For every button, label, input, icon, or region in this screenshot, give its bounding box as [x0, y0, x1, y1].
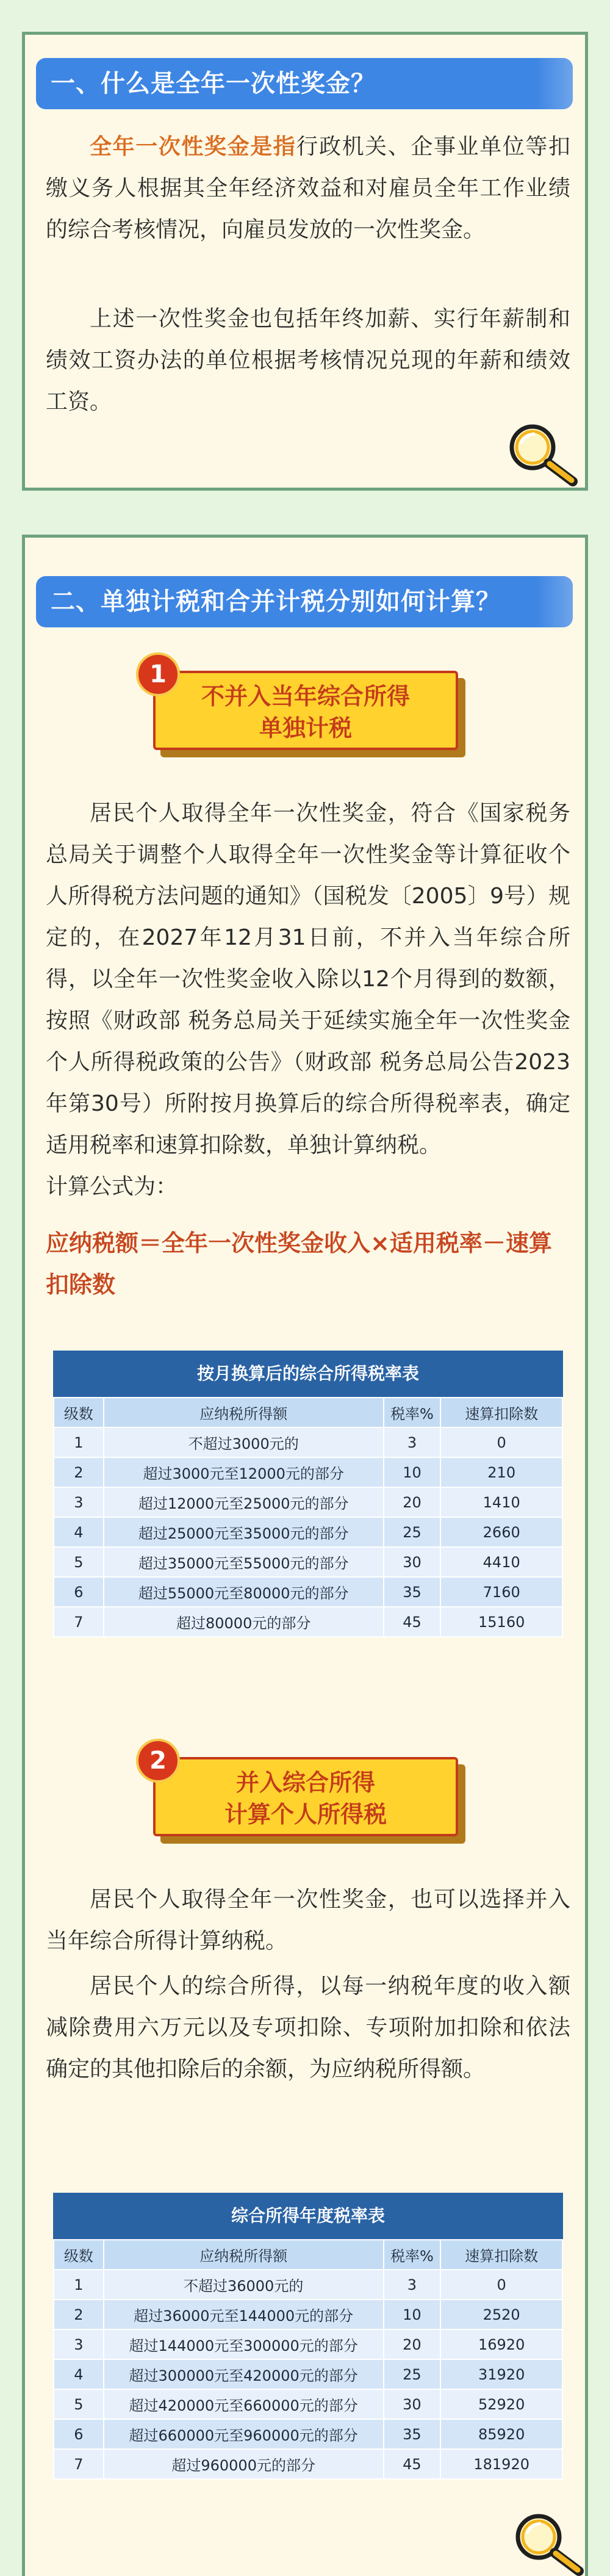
table-cell: 16920 [440, 2329, 562, 2359]
table-cell: 35 [384, 1577, 441, 1607]
col-taxable-income: 应纳税所得额 [104, 2240, 384, 2270]
table-cell: 超过36000元至144000元的部分 [104, 2300, 384, 2329]
section-1-title: 一、什么是全年一次性奖金？ [51, 70, 376, 98]
col-rate: 税率% [384, 1398, 441, 1427]
section-card-1 [22, 32, 588, 491]
table-cell: 25 [384, 1517, 441, 1547]
tax-formula: 应纳税额＝全年一次性奖金收入×适用税率－速算扣除数 [46, 1230, 552, 1298]
table-cell: 20 [384, 1487, 441, 1517]
table-cell: 181920 [440, 2449, 562, 2479]
monthly-tax-rate-table [53, 1351, 563, 1637]
table-cell: 3 [384, 1427, 441, 1457]
table-cell: 25 [384, 2359, 441, 2389]
table-cell: 85920 [440, 2419, 562, 2449]
method-2-banner [149, 1747, 470, 1847]
method-1-number-badge: 1 [136, 652, 180, 696]
table-cell: 2520 [440, 2300, 562, 2329]
definition-text: 行政机关、企事业单位等扣缴义务人根据其全年经济效益和对雇员全年工作业绩的综合考核情况，向雇员发放的一次性奖金。 [46, 134, 570, 242]
table-header-row [54, 2240, 562, 2270]
table-cell: 3 [54, 1487, 104, 1517]
method-1-line-2: 单独计税 [259, 715, 352, 741]
table-row [54, 2300, 562, 2329]
section-2-paragraph-2: 居民个人取得全年一次性奖金，也可以选择并入当年综合所得计算纳税。 [46, 1887, 570, 1954]
formula-intro: 计算公式为： [46, 1174, 178, 1199]
annual-tax-rate-table [53, 2193, 563, 2480]
table-row [54, 1517, 562, 1547]
table-row [54, 1427, 562, 1457]
col-taxable-income: 应纳税所得额 [104, 1398, 384, 1427]
table-cell: 超过80000元的部分 [104, 1607, 384, 1637]
table-cell: 超过35000元至55000元的部分 [104, 1547, 384, 1577]
table-cell: 0 [440, 2270, 562, 2300]
table-cell: 3 [54, 2329, 104, 2359]
table-cell: 4 [54, 1517, 104, 1547]
table-cell: 7 [54, 2449, 104, 2479]
table-cell: 超过25000元至35000元的部分 [104, 1517, 384, 1547]
table-cell: 7 [54, 1607, 104, 1637]
method-1-line-1: 不并入当年综合所得 [201, 683, 410, 710]
table-cell: 1 [54, 1427, 104, 1457]
method-1-banner [149, 660, 470, 761]
section-1-paragraph-2: 上述一次性奖金也包括年终加薪、实行年薪制和绩效工资办法的单位根据考核情况兑现的年薪和绩效工资。 [46, 306, 570, 414]
table-cell: 30 [384, 1547, 441, 1577]
table-cell: 不超过36000元的 [104, 2270, 384, 2300]
col-rate: 税率% [384, 2240, 441, 2270]
table-header-row [54, 1398, 562, 1427]
section-2-paragraph-3: 居民个人的综合所得，以每一纳税年度的收入额减除费用六万元以及专项扣除、专项附加扣除和依法确定的其他扣除后的余额，为应纳税所得额。 [46, 1974, 570, 2082]
table-cell: 超过12000元至25000元的部分 [104, 1487, 384, 1517]
table-2-title: 综合所得年度税率表 [53, 2193, 563, 2239]
section-2-paragraph-1: 居民个人取得全年一次性奖金，符合《国家税务总局关于调整个人取得全年一次性奖金等计算征收个人所得税方法问题的通知》（国税发〔2005〕9号）规定的，在2027年12月31日前，不并入当年综合所得，以全年一次性奖金收入除以12个月得到的数额，按照《财政部 税务总局关于延续实施全年一次性奖金个人所得税政策的公告》（财政部 税务总局公告2023年第30号）所附按月换算后的综合所得税率表，确定适用税率和速算扣除数，单独计算纳税。 [46, 801, 570, 1158]
table-cell: 15160 [440, 1607, 562, 1637]
table-cell: 超过660000元至960000元的部分 [104, 2419, 384, 2449]
table-row [54, 1607, 562, 1637]
col-level: 级数 [54, 2240, 104, 2270]
table-cell: 35 [384, 2419, 441, 2449]
table-cell: 4410 [440, 1547, 562, 1577]
table-cell: 10 [384, 1457, 441, 1487]
table-cell: 5 [54, 2389, 104, 2419]
table-cell: 10 [384, 2300, 441, 2329]
header-corner-decoration [536, 58, 573, 109]
table-cell: 1 [54, 2270, 104, 2300]
table-cell: 4 [54, 2359, 104, 2389]
header-corner-decoration [536, 576, 573, 627]
table-row [54, 1547, 562, 1577]
table-row [54, 1457, 562, 1487]
method-2-pill [153, 1757, 458, 1836]
table-cell: 20 [384, 2329, 441, 2359]
col-quick-deduction: 速算扣除数 [440, 1398, 562, 1427]
table-row [54, 2389, 562, 2419]
method-2-line-2: 计算个人所得税 [224, 1801, 387, 1828]
table-cell: 210 [440, 1457, 562, 1487]
method-1-pill [153, 671, 458, 750]
table-row [54, 2359, 562, 2389]
table-row [54, 1487, 562, 1517]
table-row [54, 2419, 562, 2449]
table-cell: 0 [440, 1427, 562, 1457]
method-2-number-badge: 2 [136, 1739, 180, 1783]
table-cell: 2 [54, 2300, 104, 2329]
table-cell: 45 [384, 2449, 441, 2479]
table-cell: 6 [54, 2419, 104, 2449]
table-cell: 31920 [440, 2359, 562, 2389]
table-cell: 超过55000元至80000元的部分 [104, 1577, 384, 1607]
section-2-title: 二、单独计税和合并计税分别如何计算？ [51, 588, 501, 616]
table-cell: 超过960000元的部分 [104, 2449, 384, 2479]
table-cell: 45 [384, 1607, 441, 1637]
table-cell: 6 [54, 1577, 104, 1607]
section-1-header [36, 58, 573, 109]
table-cell: 52920 [440, 2389, 562, 2419]
table-cell: 2660 [440, 1517, 562, 1547]
table-row [54, 2449, 562, 2479]
method-2-line-1: 并入综合所得 [235, 1769, 375, 1796]
magnifier-icon [501, 419, 580, 486]
table-cell: 超过300000元至420000元的部分 [104, 2359, 384, 2389]
col-level: 级数 [54, 1398, 104, 1427]
section-card-2 [22, 535, 588, 2576]
table-cell: 30 [384, 2389, 441, 2419]
section-1-paragraph-1 [46, 126, 570, 251]
table-cell: 1410 [440, 1487, 562, 1517]
table-1-title: 按月换算后的综合所得税率表 [53, 1351, 563, 1397]
table-cell: 7160 [440, 1577, 562, 1607]
col-quick-deduction: 速算扣除数 [440, 2240, 562, 2270]
table-cell: 超过420000元至660000元的部分 [104, 2389, 384, 2419]
table-cell: 不超过3000元的 [104, 1427, 384, 1457]
table-cell: 3 [384, 2270, 441, 2300]
table-cell: 2 [54, 1457, 104, 1487]
table-row [54, 2270, 562, 2300]
table-cell: 超过3000元至12000元的部分 [104, 1457, 384, 1487]
magnifier-icon [507, 2509, 586, 2576]
table-cell: 超过144000元至300000元的部分 [104, 2329, 384, 2359]
table-row [54, 1577, 562, 1607]
definition-highlight: 全年一次性奖金是指 [90, 134, 296, 159]
table-row [54, 2329, 562, 2359]
table-cell: 5 [54, 1547, 104, 1577]
section-2-header [36, 576, 573, 627]
